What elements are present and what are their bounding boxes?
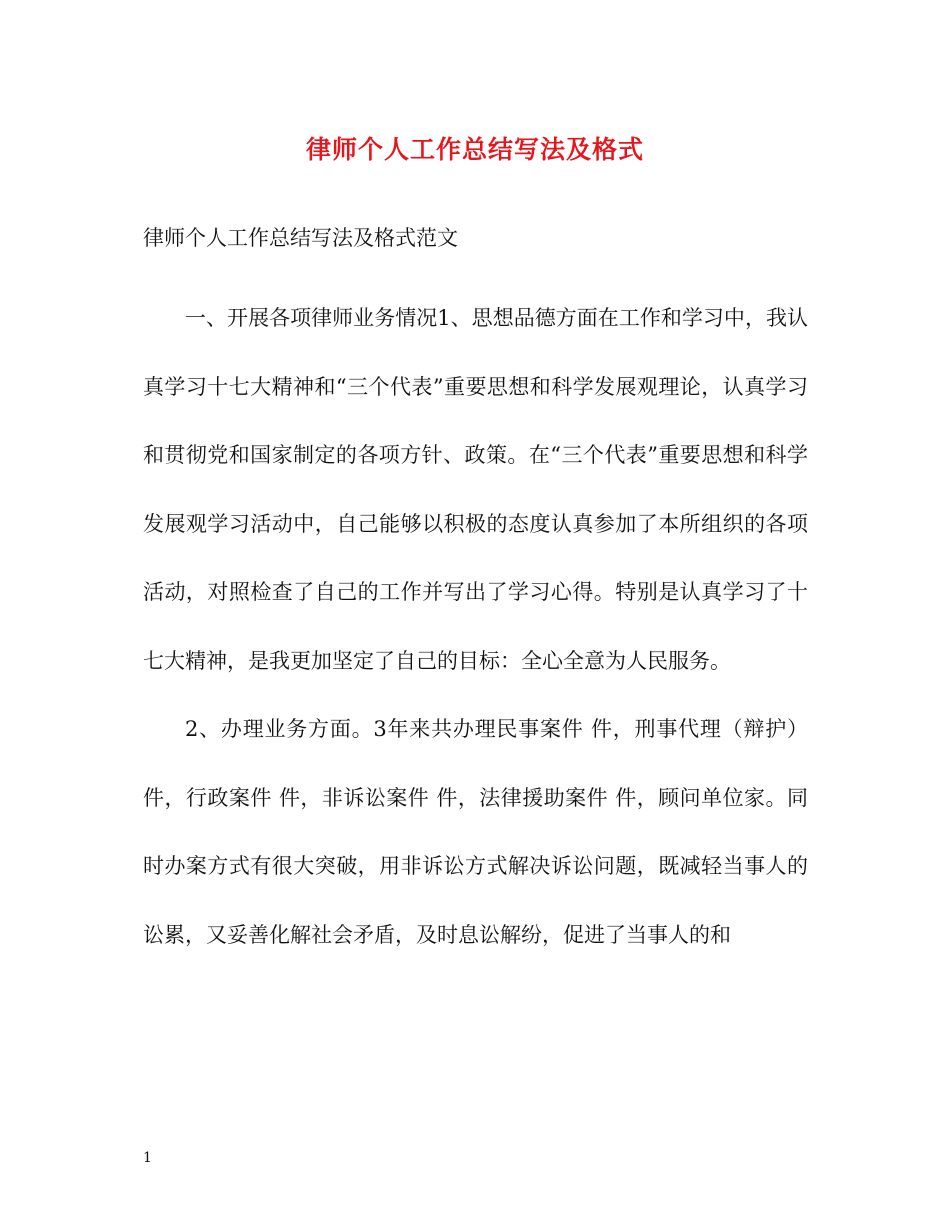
document-body <box>143 284 808 969</box>
page-title: 律师个人工作总结写法及格式 <box>305 135 644 164</box>
paragraph-2: 2、办理业务方面。3年来共办理民事案件 件，刑事代理（辩护）件，行政案件 件，非诉讼案件 件，法律援助案件 件，顾问单位家。同时办案方式有很大突破，用非诉讼方式解决诉讼问题，既减轻当事人的讼累，又妥善化解社会矛盾，及时息讼解纷，促进了当事人的和 <box>143 717 808 947</box>
page-number: 1 <box>143 1150 152 1166</box>
document-subtitle: 律师个人工作总结写法及格式范文 <box>143 226 458 250</box>
paragraph-1: 一、开展各项律师业务情况1、思想品德方面在工作和学习中，我认真学习十七大精神和“三个代表”重要思想和科学发展观理论，认真学习和贯彻党和国家制定的各项方针、政策。在“三个代表”重要思想和科学发展观学习活动中，自己能够以积极的态度认真参加了本所组织的各项活动，对照检查了自己的工作并写出了学习心得。特别是认真学习了十七大精神，是我更加坚定了自己的目标：全心全意为人民服务。 <box>143 306 808 673</box>
